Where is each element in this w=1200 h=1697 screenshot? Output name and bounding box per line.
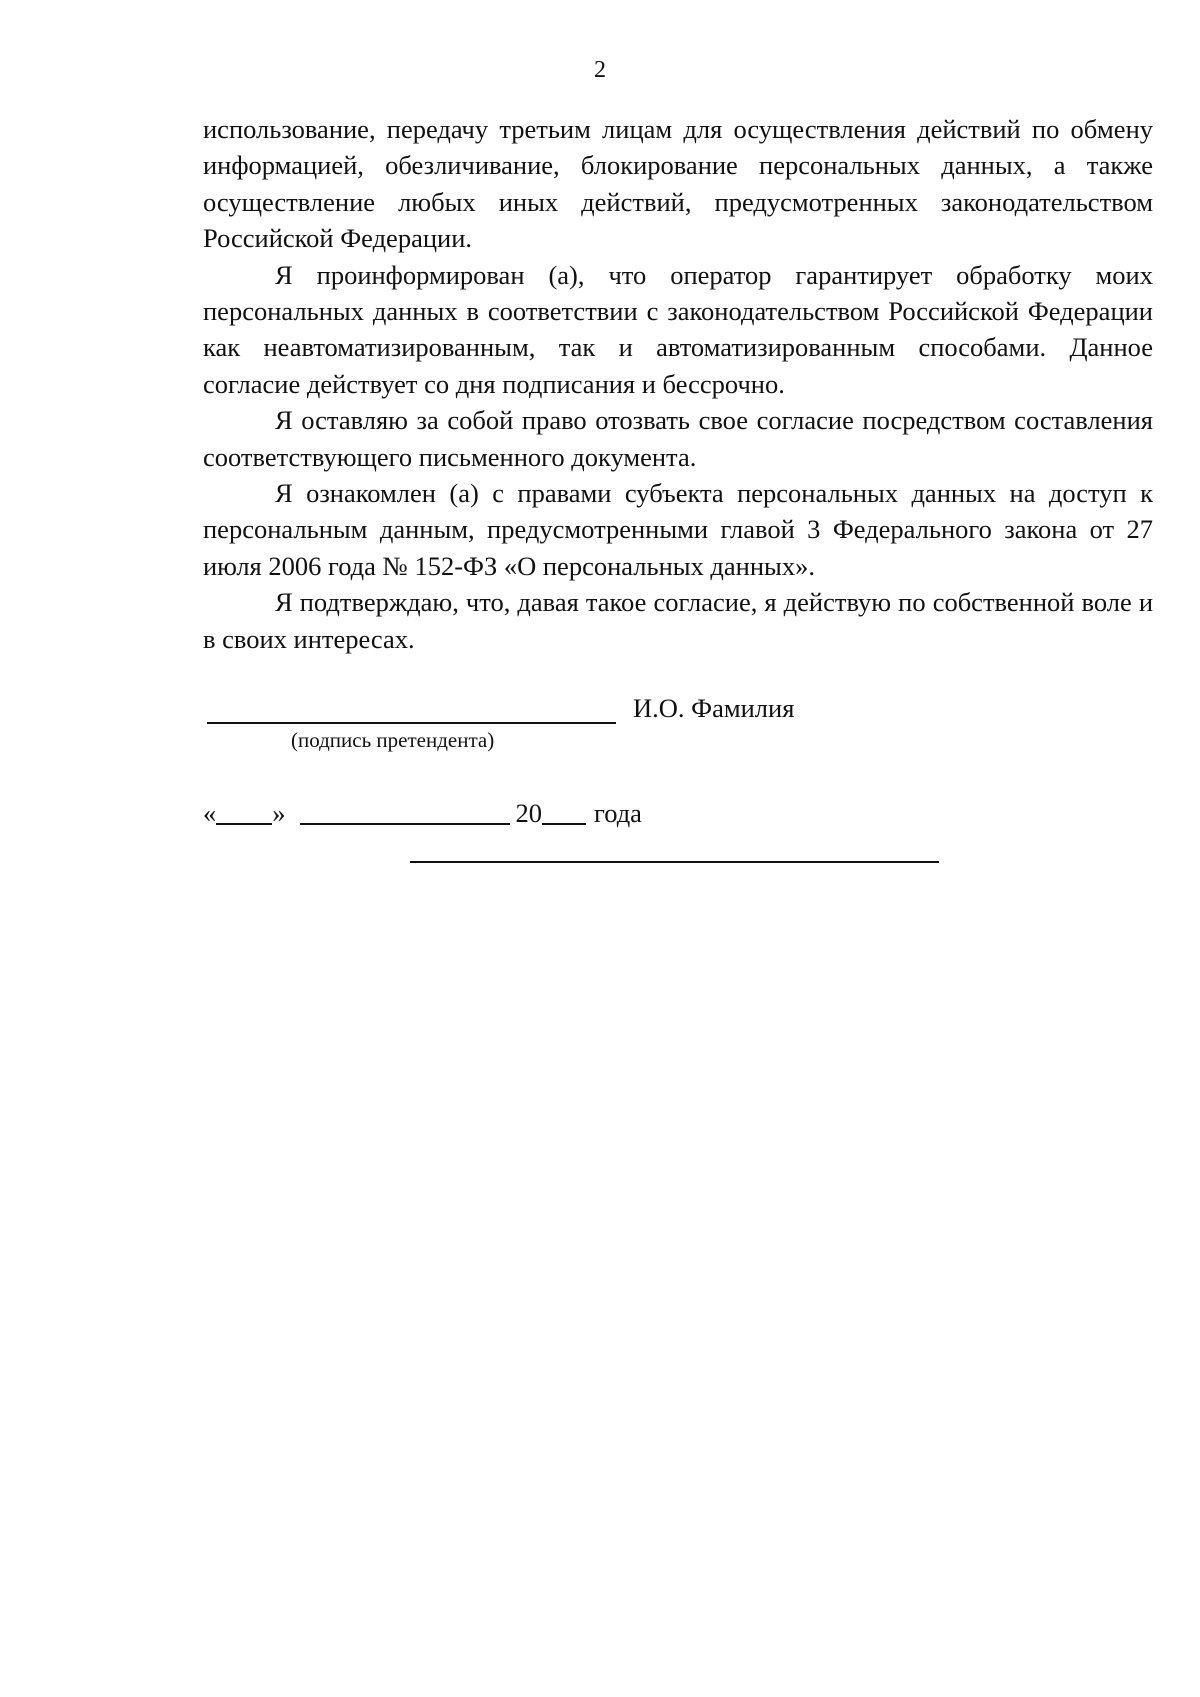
bottom-rule xyxy=(410,861,939,863)
date-open-quote: « xyxy=(203,798,217,828)
year-blank xyxy=(542,795,586,825)
paragraph-confirmation: Я подтверждаю, что, давая такое согласие, я действую по собственной воле и в своих интересах. xyxy=(203,587,1153,654)
date-line xyxy=(203,795,642,831)
paragraph-rights-acknowledgement: Я ознакомлен (а) с правами субъекта персональных данных на доступ к персональным данным, предусмотренными главой 3 Федерального закона от 27 июля 2006 года № 152-ФЗ «О персональных данных». xyxy=(203,478,1153,581)
signatory-name: И.О. Фамилия xyxy=(633,693,795,723)
paragraph-continuation: использование, передачу третьим лицам для осуществления действий по обмену информацией, обезличивание, блокирование персональных данных, а также осуществление любых иных действий, предусмотренных законодательством Российской Федерации. xyxy=(203,114,1153,254)
year-century: 20 xyxy=(515,798,542,828)
consent-body-text xyxy=(203,111,1153,657)
month-blank xyxy=(300,795,510,825)
signature-caption: (подпись претендента) xyxy=(291,728,495,752)
page-number: 2 xyxy=(594,57,606,83)
paragraph-withdrawal-right: Я оставляю за собой право отозвать свое согласие посредством составления соответствующего письменного документа. xyxy=(203,405,1153,472)
day-blank xyxy=(216,795,272,825)
paragraph-informed: Я проинформирован (а), что оператор гарантирует обработку моих персональных данных в соответствии с законодательством Российской Федерации как неавтоматизированным, так и автоматизированным способами. Данное согласие действует со дня подписания и бессрочно. xyxy=(203,259,1153,399)
year-suffix: года xyxy=(594,798,642,828)
date-close-quote: » xyxy=(272,798,286,828)
signature-line xyxy=(207,722,616,724)
